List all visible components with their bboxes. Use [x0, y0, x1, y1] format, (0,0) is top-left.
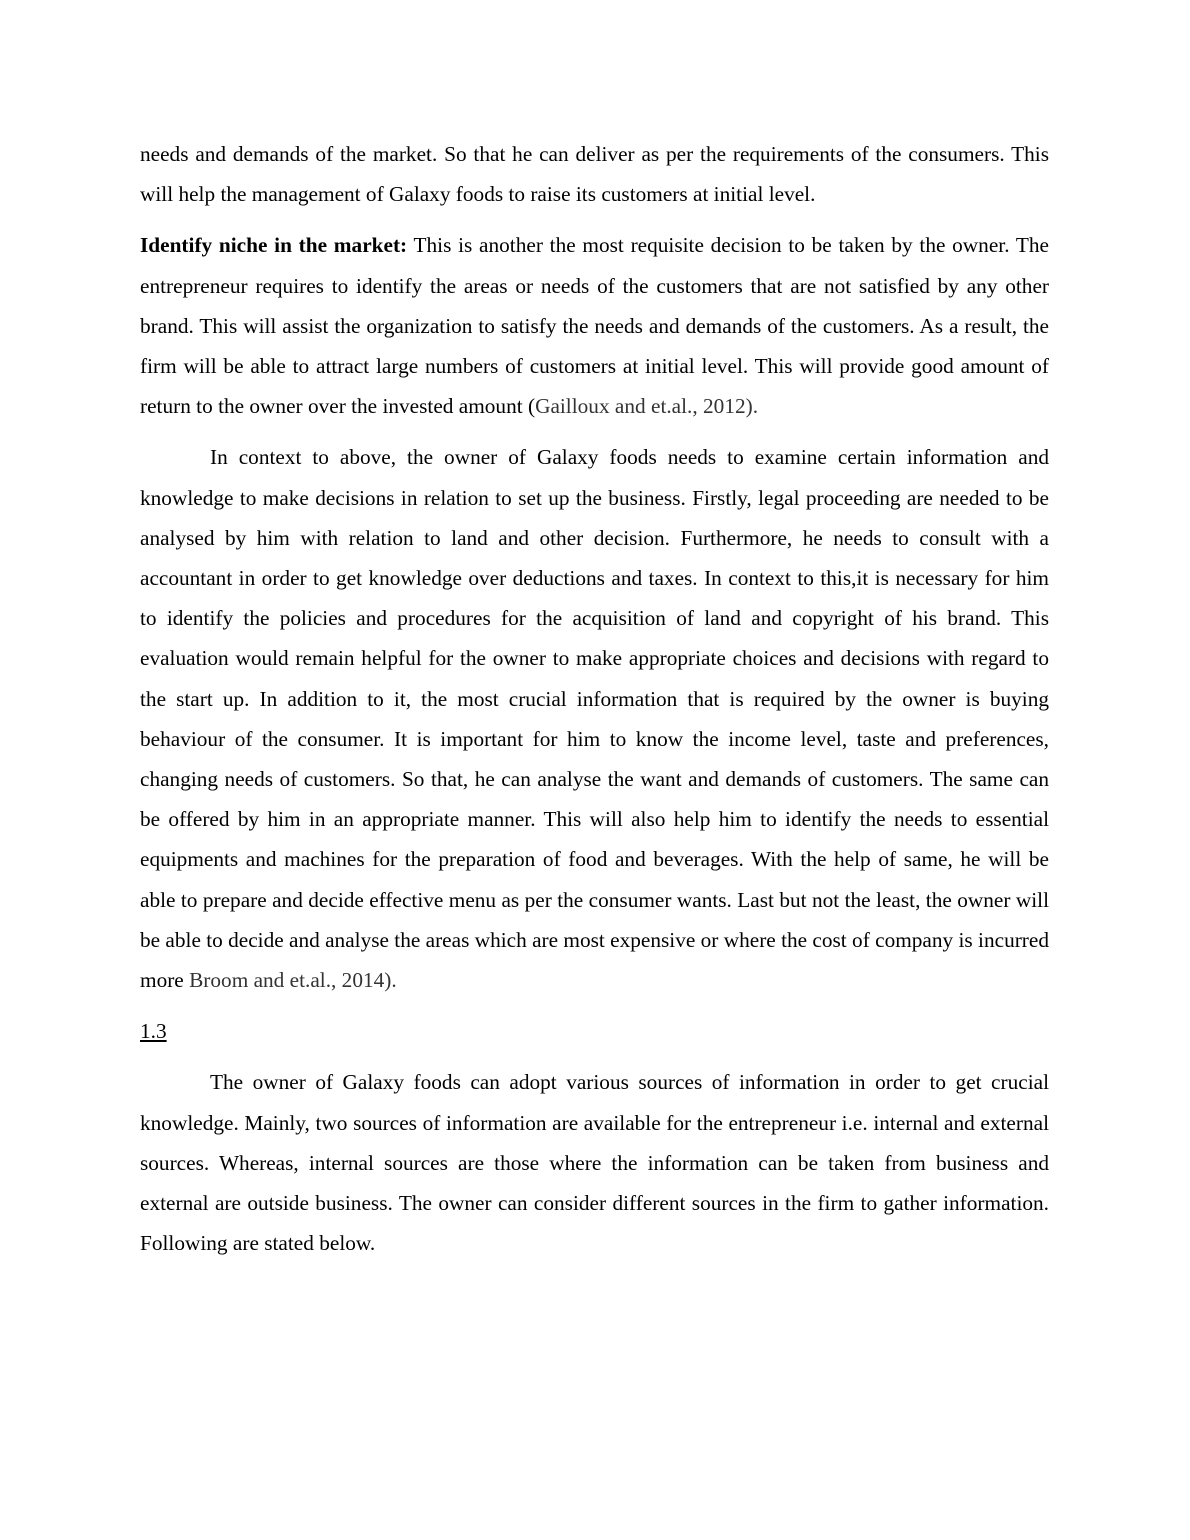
paragraph-market-needs: [140, 134, 1049, 214]
document-body: [140, 134, 1049, 1263]
section-heading: [140, 1011, 1049, 1051]
paragraph-identify-niche: [140, 225, 1049, 426]
paragraph-text: In context to above, the owner of Galaxy foods needs to examine certain information and knowledge to make decisions in relation to set up the business. Firstly, legal proceeding are needed to be analysed by him with relation to land and other decision. Furthermore, he needs to consult with a accountant in order to get knowledge over deductions and taxes. In context to this,it is necessary for him to identify the policies and procedures for the acquisition of land and copyright of his brand. This evaluation would remain helpful for the owner to make appropriate choices and decisions with regard to the start up. In addition to it, the most crucial information that is required by the owner is buying behaviour of the consumer. It is important for him to know the income level, taste and preferences, changing needs of customers. So that, he can analyse the want and demands of customers. The same can be offered by him in an appropriate manner. This will also help him to identify the needs to essential equipments and machines for the preparation of food and beverages. With the help of same, he will be able to prepare and decide effective menu as per the consumer wants. Last but not the least, the owner will be able to decide and analyse the areas which are most expensive or where the cost of company is incurred more: [140, 445, 1049, 993]
citation: Gailloux and et.al., 2012).: [535, 394, 759, 419]
paragraph-information-sources: [140, 1062, 1049, 1263]
citation: Broom and et.al., 2014).: [189, 968, 397, 993]
paragraph-information-knowledge: [140, 437, 1049, 1000]
paragraph-text: needs and demands of the market. So that he can deliver as per the requirements of the consumers. This will help the management of Galaxy foods to raise its customers at initial level.: [140, 142, 1049, 207]
paragraph-text: This is another the most requisite decision to be taken by the owner. The entrepreneur requires to identify the areas or needs of the customers that are not satisfied by any other brand. This will assist the organization to satisfy the needs and demands of the customers. As a result, the firm will be able to attract large numbers of customers at initial level. This will provide good amount of return to the owner over the invested amount (: [140, 233, 1049, 419]
paragraph-bold-label: Identify niche in the market:: [140, 233, 408, 258]
paragraph-text: The owner of Galaxy foods can adopt various sources of information in order to get crucial knowledge. Mainly, two sources of information are available for the entrepreneur i.e. internal and external sources. Whereas, internal sources are those where the information can be taken from business and external are outside business. The owner can consider different sources in the firm to gather information. Following are stated below.: [140, 1070, 1049, 1256]
section-number: 1.3: [140, 1019, 167, 1044]
